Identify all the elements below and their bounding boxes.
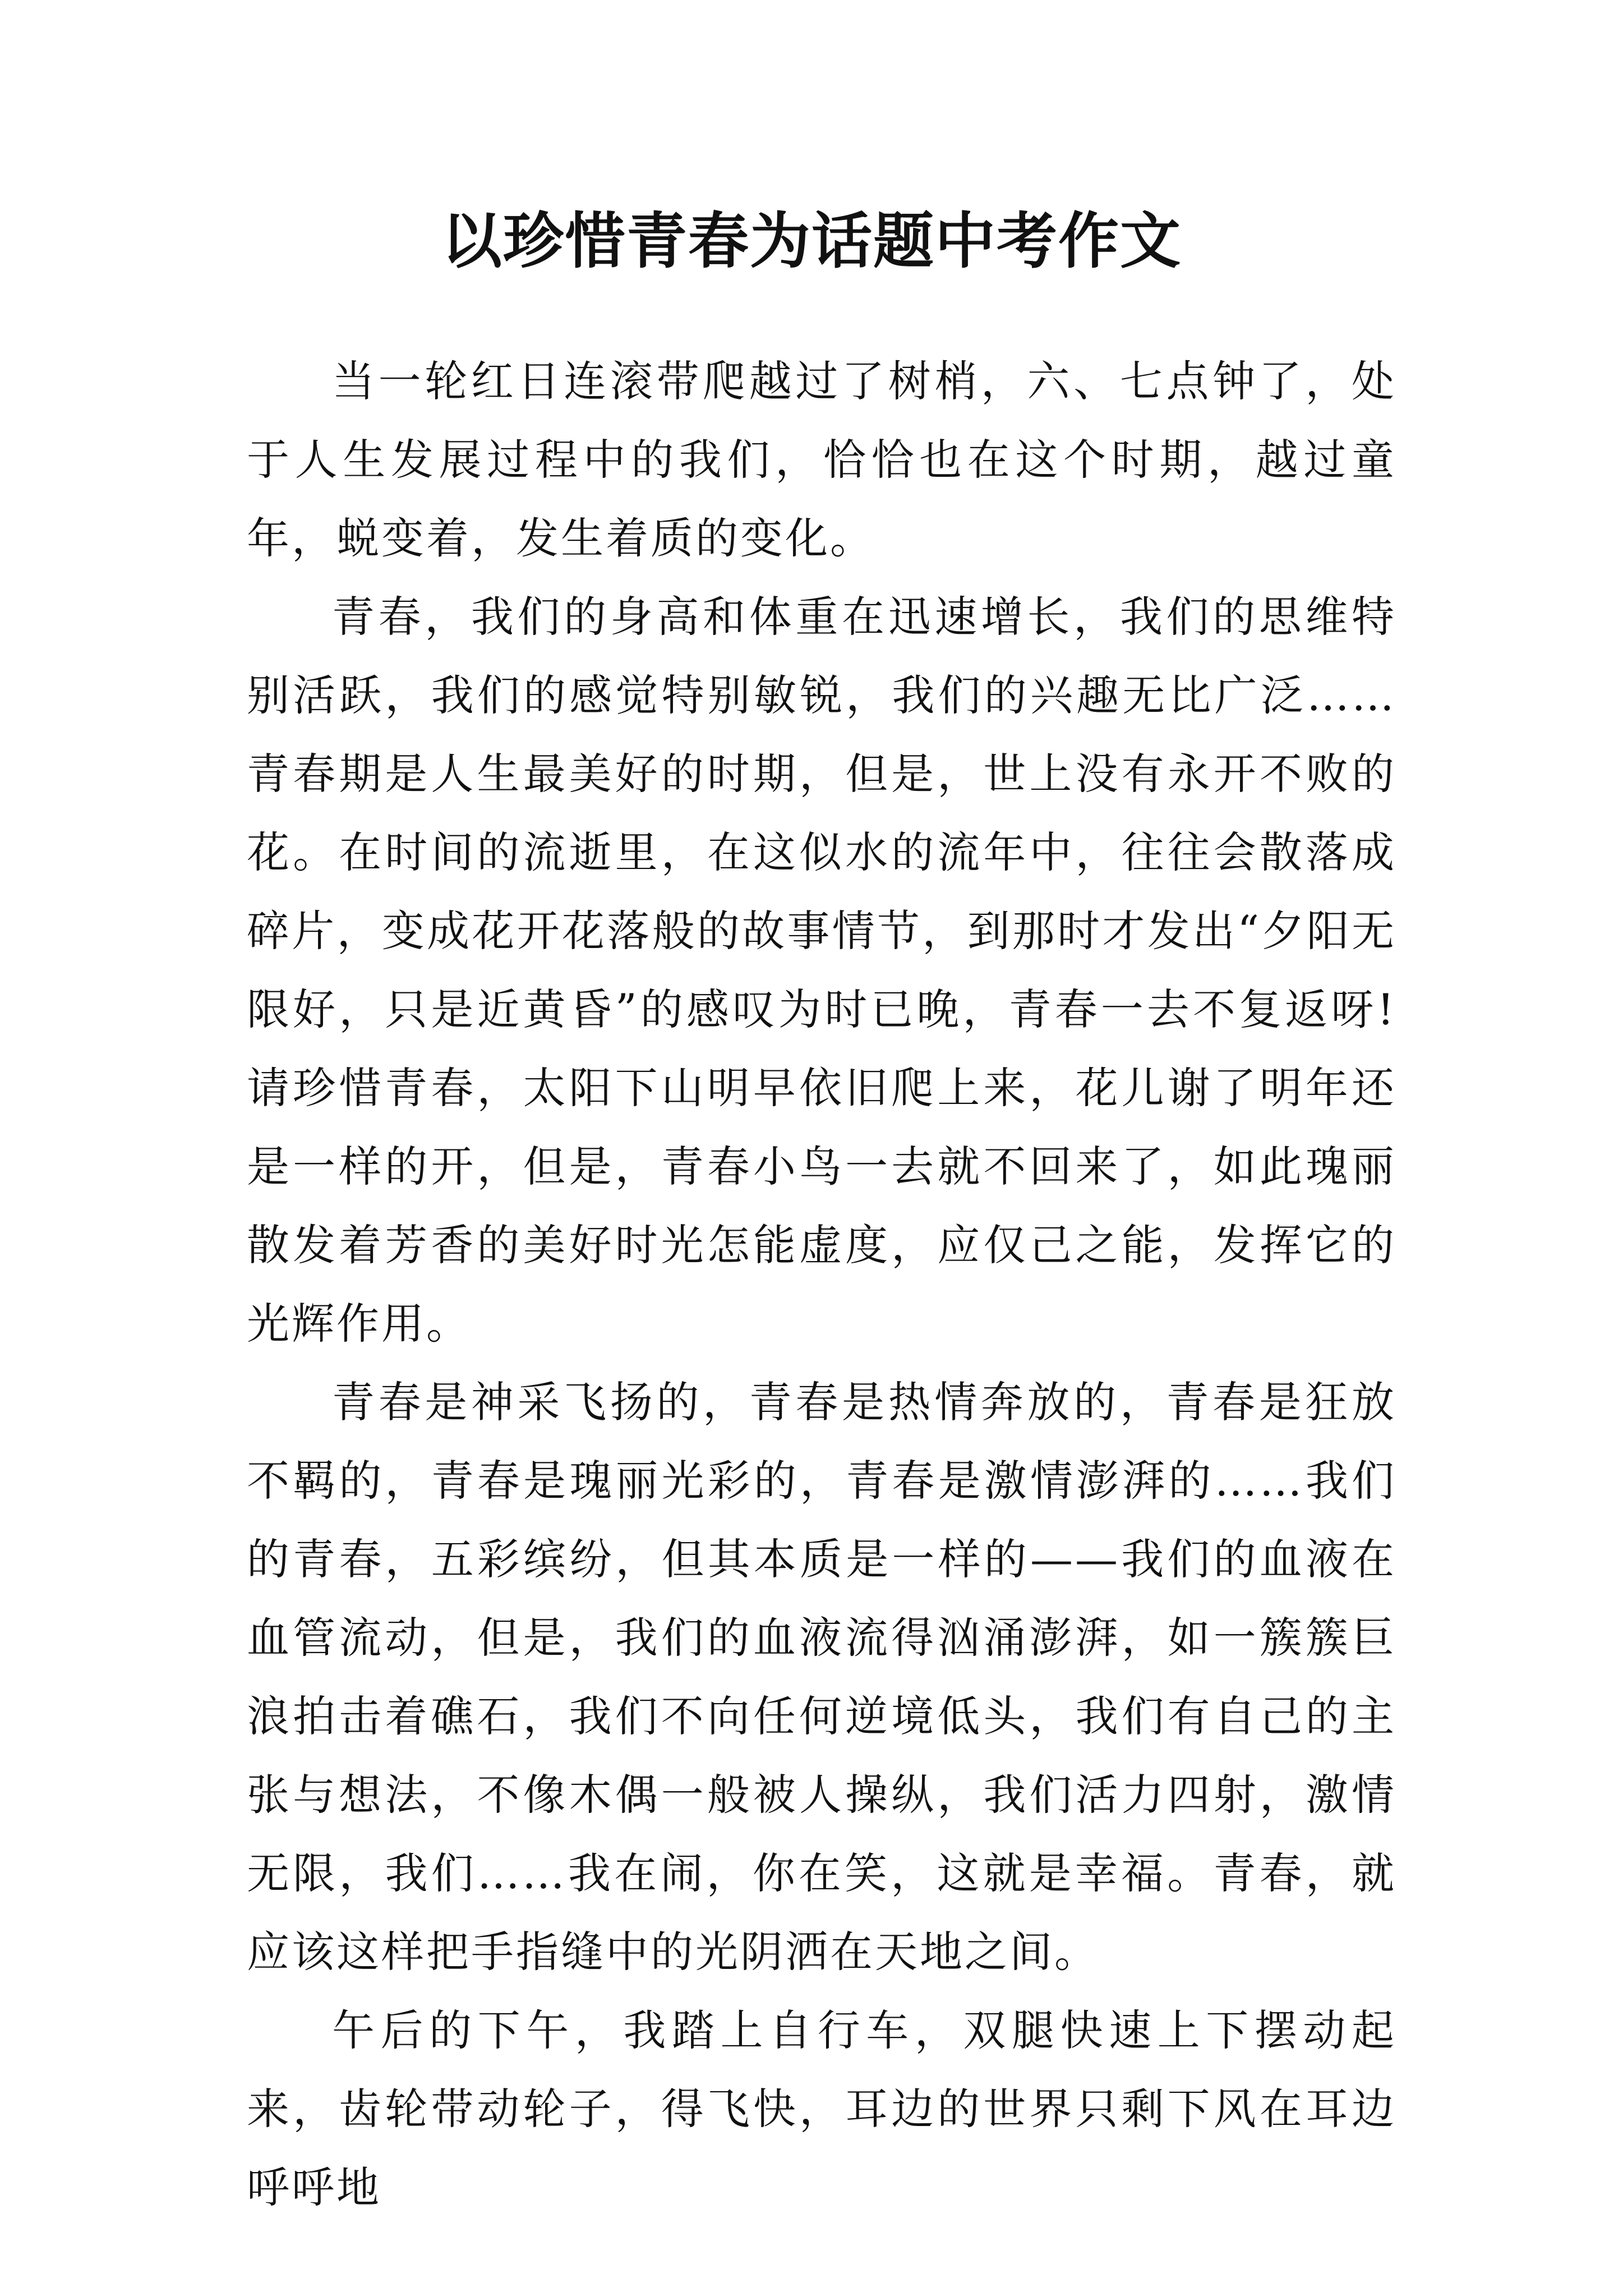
document-body [247,342,1396,2227]
document-title: 以珍惜青春为话题中考作文 [441,206,1182,277]
paragraph-2: 青春，我们的身高和体重在迅速增长，我们的思维特别活跃，我们的感觉特别敏锐，我们的兴趣无比广泛……青春期是人生最美好的时期，但是，世上没有永开不败的花。在时间的流逝里，在这似水的流年中，往往会散落成碎片，变成花开花落般的故事情节，到那时才发出“夕阳无限好，只是近黄昏”的感叹为时已晚，青春一去不复返呀!请珍惜青春，太阳下山明早依旧爬上来，花儿谢了明年还是一样的开，但是，青春小鸟一去就不回来了，如此瑰丽散发着芳香的美好时光怎能虚度，应仅己之能，发挥它的光辉作用。 [247,592,1396,1349]
paragraph-3: 青春是神采飞扬的，青春是热情奔放的，青春是狂放不羁的，青春是瑰丽光彩的，青春是激情澎湃的……我们的青春，五彩缤纷，但其本质是一样的——我们的血液在血管流动，但是，我们的血液流得汹涌澎湃，如一簇簇巨浪拍击着礁石，我们不向任何逆境低头，我们有自己的主张与想法，不像木偶一般被人操纵，我们活力四射，激情无限，我们……我在闹，你在笑，这就是幸福。青春，就应该这样把手指缝中的光阴洒在天地之间。 [247,1377,1396,1977]
paragraph-4: 午后的下午，我踏上自行车，双腿快速上下摆动起来，齿轮带动轮子，得飞快，耳边的世界只剩下风在耳边呼呼地 [247,2005,1396,2212]
paragraph-1: 当一轮红日连滚带爬越过了树梢，六、七点钟了，处于人生发展过程中的我们，恰恰也在这个时期，越过童年，蜕变着，发生着质的变化。 [247,356,1396,563]
